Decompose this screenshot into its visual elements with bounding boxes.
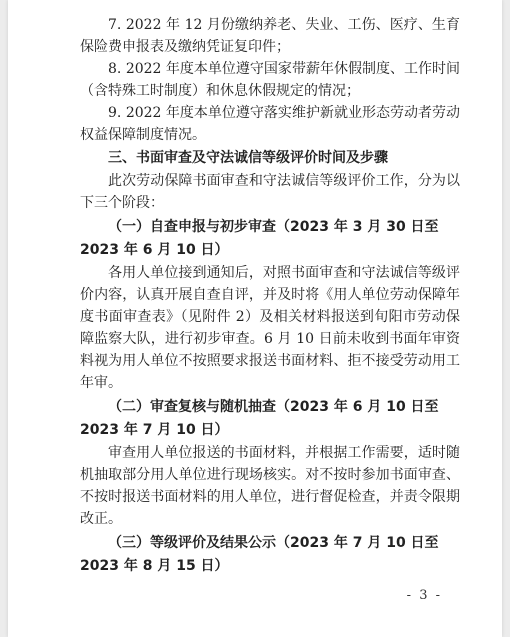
document-body bbox=[80, 14, 460, 578]
stage-1-paragraph: 各用人单位接到通知后，对照书面审查和守法诚信等级评价内容，认真开展自查自评，并及时将《用人单位劳动保障年度书面审查表》（见附件 2）及相关材料报送到旬阳市劳动保障监察大队，进行初步审查。6 月 10 日前未收到书面年审资料视为用人单位不按照要求报送书面材料、拒不接受劳动用工年审。 bbox=[80, 265, 460, 391]
stage-2-heading: （二）审查复核与随机抽查（2023 年 6 月 10 日至 2023 年 7 月 10 日） bbox=[80, 399, 439, 438]
stage-2-paragraph: 审查用人单位报送的书面材料，并根据工作需要，适时随机抽取部分用人单位进行现场核实。对不按时参加书面审查、不按时报送书面材料的用人单位，进行督促检查，并责令限期改正。 bbox=[80, 445, 460, 527]
stage-1-heading: （一）自查申报与初步审查（2023 年 3 月 30 日至 2023 年 6 月 10 日） bbox=[80, 219, 439, 258]
section-heading: 三、书面审查及守法诚信等级评价时间及步骤 bbox=[108, 150, 388, 166]
list-item-7: 7. 2022 年 12 月份缴纳养老、失业、工伤、医疗、生育保险费申报表及缴纳凭证复印件； bbox=[80, 17, 460, 55]
list-item-8: 8. 2022 年度本单位遵守国家带薪年休假制度、工作时间（含特殊工时制度）和休息休假规定的情况； bbox=[80, 61, 460, 99]
document-page bbox=[8, 0, 502, 637]
stage-3-heading: （三）等级评价及结果公示（2023 年 7 月 10 日至 2023 年 8 月 15 日） bbox=[80, 535, 439, 574]
list-item-9: 9. 2022 年度本单位遵守落实维护新就业形态劳动者劳动权益保障制度情况。 bbox=[80, 105, 460, 143]
page-number: - 3 - bbox=[406, 588, 442, 603]
section-intro: 此次劳动保障书面审查和守法诚信等级评价工作，分为以下三个阶段： bbox=[80, 173, 460, 211]
